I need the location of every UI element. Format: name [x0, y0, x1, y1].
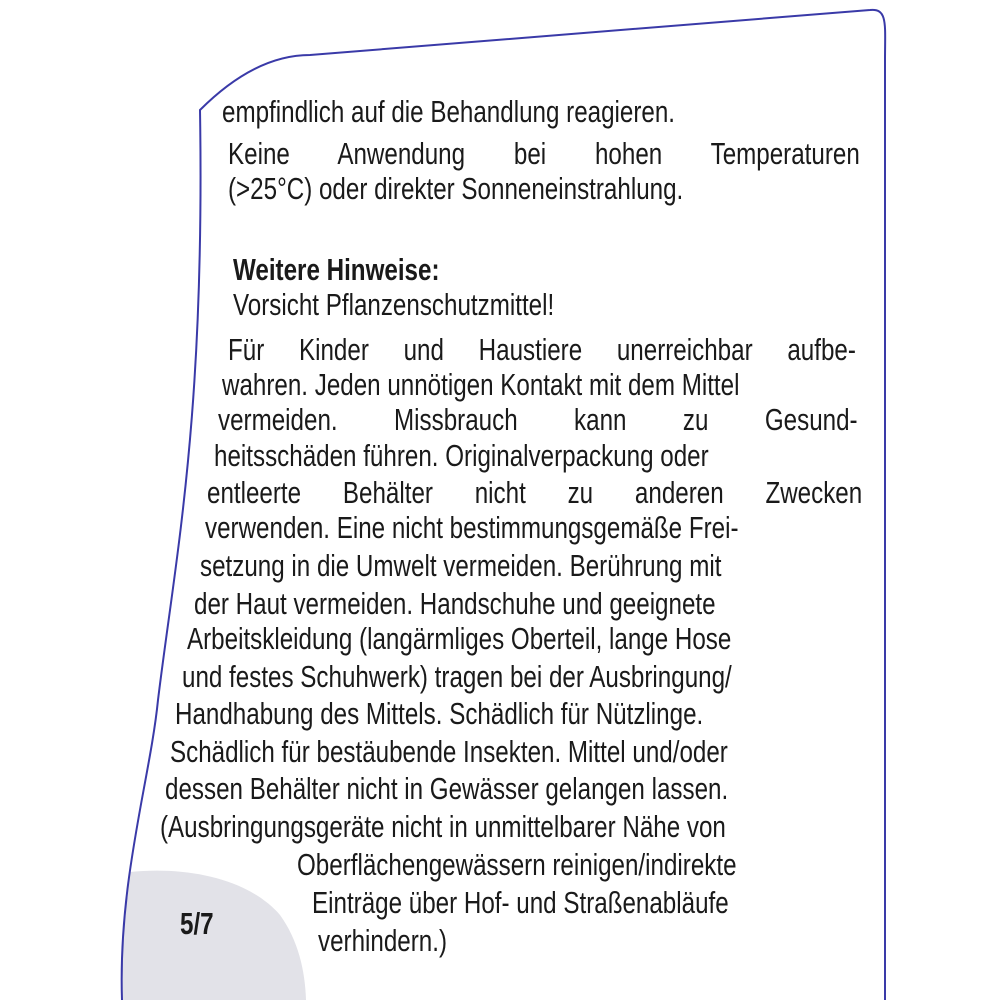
section-heading: Weitere Hinweise: — [233, 252, 440, 287]
text-line: setzung in die Umwelt vermeiden. Berührung mit — [200, 548, 722, 583]
text-line: Einträge über Hof- und Straßenabläufe — [312, 885, 729, 920]
text-line: Handhabung des Mittels. Schädlich für Nützlinge. — [175, 696, 704, 731]
text-line: verhindern.) — [318, 923, 448, 958]
text-line: dessen Behälter nicht in Gewässer gelangen lassen. — [165, 771, 729, 806]
page-number: 5/7 — [180, 906, 214, 941]
page-number-corner — [122, 871, 306, 1000]
text-line: vermeiden. Missbrauch kann zu Gesund- — [218, 403, 858, 437]
text-line: Vorsicht Pflanzenschutzmittel! — [233, 287, 555, 322]
text-line: heitsschäden führen. Originalverpackung oder — [214, 438, 709, 473]
text-line: Keine Anwendung bei hohen Temperaturen — [228, 137, 860, 171]
text-line: empfindlich auf die Behandlung reagieren. — [222, 94, 676, 129]
text-line: Arbeitskleidung (langärmliges Oberteil, lange Hose — [187, 621, 732, 656]
text-line: und festes Schuhwerk) tragen bei der Ausbringung/ — [182, 659, 732, 694]
text-line: der Haut vermeiden. Handschuhe und geeignete — [194, 586, 716, 621]
text-line: entleerte Behälter nicht zu anderen Zwecken — [207, 476, 863, 510]
text-line: wahren. Jeden unnötigen Kontakt mit dem Mittel — [222, 367, 740, 402]
text-line: verwenden. Eine nicht bestimmungsgemäße Frei- — [205, 510, 739, 545]
text-line: Oberflächengewässern reinigen/indirekte — [297, 847, 737, 882]
text-line: Für Kinder und Haustiere unerreichbar aufbe- — [228, 333, 856, 367]
text-line: (Ausbringungsgeräte nicht in unmittelbarer Nähe von — [160, 809, 726, 844]
text-line: Schädlich für bestäubende Insekten. Mittel und/oder — [170, 734, 728, 769]
text-line: (>25°C) oder direkter Sonneneinstrahlung. — [228, 171, 684, 206]
